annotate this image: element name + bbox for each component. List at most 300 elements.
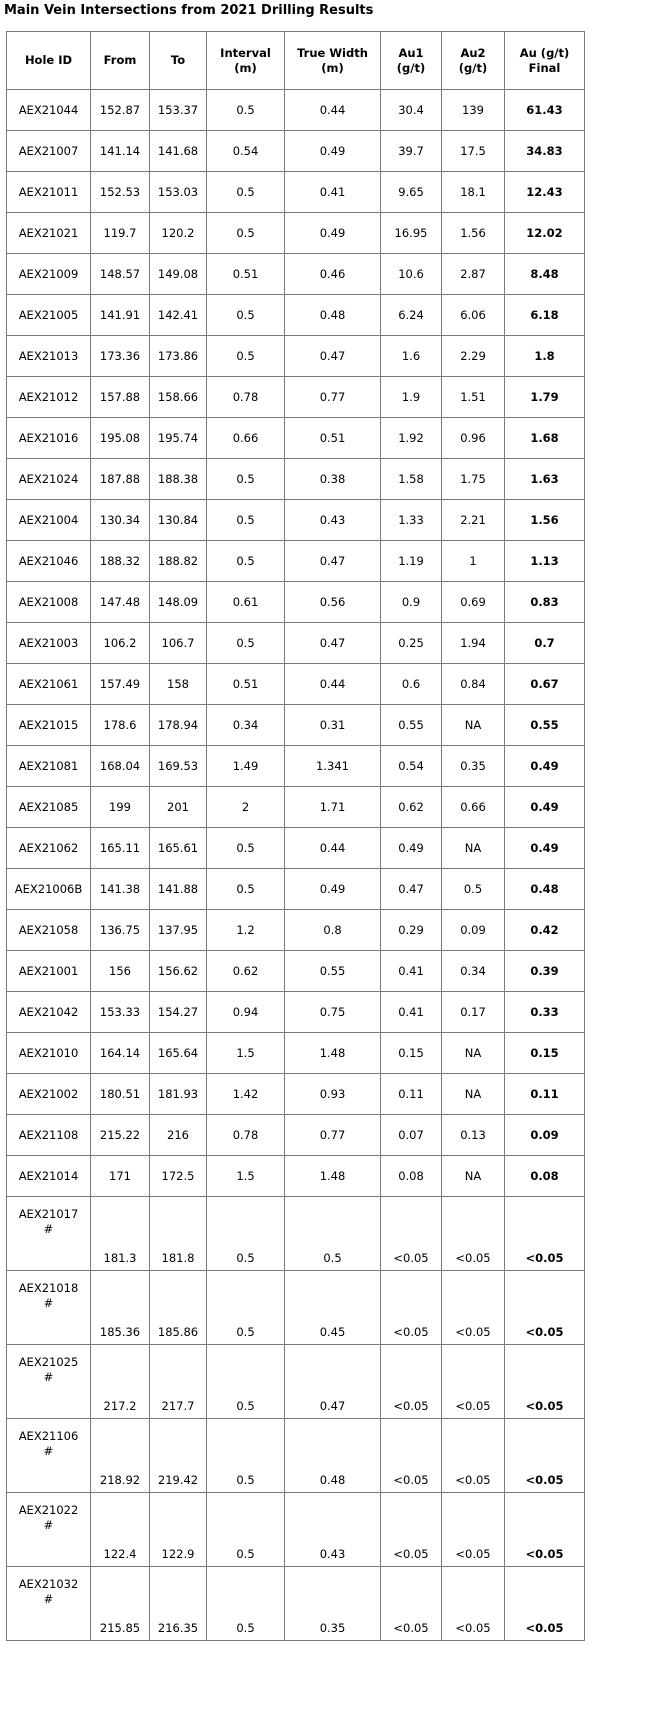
- cell-interval: [207, 1197, 285, 1271]
- cell-value: 0.8: [323, 923, 342, 937]
- cell-value: AEX21009: [18, 267, 79, 281]
- column-header-line: Au2: [460, 45, 486, 60]
- cell-hole: [7, 418, 91, 459]
- cell-value: 1: [469, 554, 477, 568]
- cell-final: [505, 541, 585, 582]
- cell-true-width: [285, 869, 381, 910]
- cell-value: <0.05: [455, 1251, 491, 1265]
- cell-au1: [381, 951, 442, 992]
- cell-value: <0.05: [525, 1399, 564, 1413]
- cell-hole: [7, 213, 91, 254]
- cell-to: [150, 869, 207, 910]
- cell-value: AEX21024: [18, 472, 79, 486]
- cell-value: 0.41: [398, 964, 424, 978]
- cell-value: 171: [109, 1169, 131, 1183]
- cell-au2: [442, 1493, 505, 1567]
- cell-au2: [442, 623, 505, 664]
- cell-value: 0.46: [319, 267, 346, 281]
- cell-value: 0.51: [232, 677, 259, 691]
- column-header: [7, 32, 91, 90]
- cell-hole: [7, 1197, 91, 1271]
- cell-value: AEX21044: [18, 103, 79, 117]
- cell-value: 0.15: [398, 1046, 424, 1060]
- cell-true-width: [285, 541, 381, 582]
- cell-final: [505, 1419, 585, 1493]
- cell-interval: [207, 1419, 285, 1493]
- cell-hole: [7, 828, 91, 869]
- cell-hole: [7, 1419, 91, 1493]
- cell-au2: [442, 90, 505, 131]
- cell-value: 120.2: [161, 226, 195, 240]
- cell-value: 153.33: [99, 1005, 141, 1019]
- cell-value: 178.94: [157, 718, 199, 732]
- cell-value: 130.34: [99, 513, 141, 527]
- cell-value: 0.77: [319, 1128, 346, 1142]
- cell-true-width: [285, 1567, 381, 1641]
- column-header: [285, 32, 381, 90]
- cell-value: 34.83: [526, 144, 563, 158]
- cell-value: 218.92: [99, 1473, 141, 1487]
- cell-value: 1.2: [236, 923, 255, 937]
- cell-value: 0.55: [530, 718, 559, 732]
- cell-au1: [381, 377, 442, 418]
- cell-value: AEX21012: [18, 390, 79, 404]
- column-header-line: Hole ID: [24, 53, 73, 67]
- cell-true-width: [285, 623, 381, 664]
- cell-value: 1.94: [460, 636, 486, 650]
- cell-value: 188.38: [157, 472, 199, 486]
- cell-value: 1.68: [530, 431, 559, 445]
- cell-value: 195.74: [157, 431, 199, 445]
- cell-true-width: [285, 992, 381, 1033]
- cell-value: 180.51: [99, 1087, 141, 1101]
- cell-value: 0.6: [401, 677, 421, 691]
- cell-true-width: [285, 377, 381, 418]
- cell-value: 1.19: [398, 554, 424, 568]
- drilling-results-table: [6, 31, 585, 1641]
- cell-final: [505, 500, 585, 541]
- cell-value: 17.5: [460, 144, 486, 158]
- cell-value: 0.48: [530, 882, 559, 896]
- cell-true-width: [285, 418, 381, 459]
- cell-value: 0.49: [319, 882, 346, 896]
- cell-from: [91, 336, 150, 377]
- cell-value: AEX21016: [18, 431, 79, 445]
- cell-value: 1.13: [530, 554, 559, 568]
- cell-value: 0.49: [530, 759, 559, 773]
- cell-value: 0.55: [398, 718, 424, 732]
- cell-value: AEX21061: [18, 677, 79, 691]
- cell-from: [91, 1197, 150, 1271]
- cell-value: 122.4: [103, 1547, 137, 1561]
- cell-value: 0.11: [398, 1087, 424, 1101]
- cell-to: [150, 582, 207, 623]
- cell-value: 0.47: [398, 882, 424, 896]
- cell-au2: [442, 541, 505, 582]
- cell-value: 141.88: [157, 882, 199, 896]
- cell-au1: [381, 500, 442, 541]
- cell-au2: [442, 910, 505, 951]
- cell-value: 153.37: [157, 103, 199, 117]
- cell-from: [91, 828, 150, 869]
- cell-final: [505, 1115, 585, 1156]
- cell-hole: [7, 869, 91, 910]
- cell-from: [91, 131, 150, 172]
- cell-interval: [207, 172, 285, 213]
- cell-value: 216: [167, 1128, 189, 1142]
- cell-value: 139: [462, 103, 484, 117]
- cell-au1: [381, 1345, 442, 1419]
- cell-value: 0.5: [236, 1621, 255, 1635]
- cell-au1: [381, 828, 442, 869]
- cell-au1: [381, 254, 442, 295]
- cell-au1: [381, 1115, 442, 1156]
- cell-value: AEX21025: [18, 1355, 79, 1369]
- table-row: [7, 459, 585, 500]
- cell-value: 1.6: [401, 349, 421, 363]
- cell-value: 0.5: [236, 1547, 255, 1561]
- cell-to: [150, 623, 207, 664]
- cell-to: [150, 664, 207, 705]
- cell-au1: [381, 746, 442, 787]
- cell-value: AEX21085: [18, 800, 79, 814]
- cell-value: 0.56: [319, 595, 346, 609]
- column-header-line: True Width: [297, 45, 368, 60]
- cell-from: [91, 1156, 150, 1197]
- cell-value: 0.5: [236, 308, 255, 322]
- cell-to: [150, 1115, 207, 1156]
- cell-value: 173.36: [99, 349, 141, 363]
- cell-value: 2: [241, 800, 250, 814]
- cell-final: [505, 787, 585, 828]
- cell-au1: [381, 582, 442, 623]
- cell-au2: [442, 828, 505, 869]
- cell-hole: [7, 992, 91, 1033]
- cell-value: 0.39: [530, 964, 559, 978]
- cell-au1: [381, 90, 442, 131]
- cell-value: 9.65: [398, 185, 424, 199]
- cell-interval: [207, 541, 285, 582]
- table-row: [7, 1115, 585, 1156]
- cell-true-width: [285, 90, 381, 131]
- cell-to: [150, 172, 207, 213]
- cell-value: AEX21106: [18, 1429, 79, 1443]
- cell-value: <0.05: [393, 1399, 429, 1413]
- table-row: [7, 377, 585, 418]
- cell-interval: [207, 705, 285, 746]
- cell-value: 0.47: [319, 636, 346, 650]
- cell-value: 0.5: [236, 1399, 255, 1413]
- cell-value: 0.49: [319, 226, 346, 240]
- cell-value: 0.5: [463, 882, 483, 896]
- cell-au2: [442, 131, 505, 172]
- cell-au1: [381, 459, 442, 500]
- cell-value: 0.5: [236, 882, 255, 896]
- column-header-line: To: [170, 53, 186, 67]
- cell-final: [505, 705, 585, 746]
- cell-value: AEX21005: [18, 308, 79, 322]
- cell-value: 0.66: [232, 431, 259, 445]
- cell-value: 0.44: [319, 841, 346, 855]
- cell-au1: [381, 705, 442, 746]
- cell-au1: [381, 1419, 442, 1493]
- cell-value: 0.51: [232, 267, 259, 281]
- cell-final: [505, 951, 585, 992]
- cell-value: 152.53: [99, 185, 141, 199]
- cell-au1: [381, 336, 442, 377]
- cell-value: AEX21032: [18, 1577, 79, 1591]
- cell-value: 0.55: [319, 964, 346, 978]
- cell-interval: [207, 623, 285, 664]
- cell-to: [150, 992, 207, 1033]
- cell-value: 0.17: [460, 1005, 486, 1019]
- cell-value: 0.94: [232, 1005, 259, 1019]
- cell-value: 0.5: [236, 841, 255, 855]
- cell-value: 0.93: [319, 1087, 346, 1101]
- cell-value: 1.56: [530, 513, 559, 527]
- cell-value: 1.48: [319, 1169, 346, 1183]
- cell-value: 185.36: [99, 1325, 141, 1339]
- cell-from: [91, 418, 150, 459]
- cell-au2: [442, 705, 505, 746]
- cell-au2: [442, 213, 505, 254]
- cell-value: 0.51: [319, 431, 346, 445]
- cell-value: 0.54: [398, 759, 424, 773]
- footnote-mark: #: [43, 1518, 54, 1532]
- cell-value: 181.8: [161, 1251, 195, 1265]
- table-row: [7, 1493, 585, 1567]
- column-header-line: (g/t): [396, 60, 426, 75]
- cell-from: [91, 1345, 150, 1419]
- footnote-mark: #: [43, 1370, 54, 1384]
- cell-value: 0.49: [530, 841, 559, 855]
- cell-true-width: [285, 500, 381, 541]
- cell-interval: [207, 582, 285, 623]
- cell-value: 185.86: [157, 1325, 199, 1339]
- cell-from: [91, 1493, 150, 1567]
- cell-final: [505, 828, 585, 869]
- cell-value: 157.88: [99, 390, 141, 404]
- cell-au1: [381, 213, 442, 254]
- cell-value: 157.49: [99, 677, 141, 691]
- cell-interval: [207, 951, 285, 992]
- cell-value: 217.7: [161, 1399, 195, 1413]
- cell-value: AEX21008: [18, 595, 79, 609]
- cell-au1: [381, 1033, 442, 1074]
- cell-value: <0.05: [455, 1325, 491, 1339]
- cell-to: [150, 377, 207, 418]
- cell-hole: [7, 1567, 91, 1641]
- cell-au2: [442, 992, 505, 1033]
- cell-au1: [381, 623, 442, 664]
- cell-to: [150, 1419, 207, 1493]
- cell-value: 0.69: [460, 595, 486, 609]
- table-row: [7, 254, 585, 295]
- cell-final: [505, 623, 585, 664]
- table-row: [7, 1271, 585, 1345]
- cell-to: [150, 910, 207, 951]
- cell-value: 0.5: [236, 349, 255, 363]
- footnote-mark: #: [43, 1444, 54, 1458]
- cell-true-width: [285, 295, 381, 336]
- cell-hole: [7, 787, 91, 828]
- cell-value: 61.43: [526, 103, 563, 117]
- cell-value: <0.05: [393, 1325, 429, 1339]
- cell-value: 169.53: [157, 759, 199, 773]
- cell-value: 154.27: [157, 1005, 199, 1019]
- cell-value: AEX21002: [18, 1087, 79, 1101]
- cell-interval: [207, 213, 285, 254]
- table-row: [7, 787, 585, 828]
- cell-value: 0.48: [319, 308, 346, 322]
- cell-hole: [7, 1074, 91, 1115]
- cell-hole: [7, 459, 91, 500]
- cell-value: 0.31: [319, 718, 346, 732]
- cell-value: <0.05: [393, 1547, 429, 1561]
- table-row: [7, 623, 585, 664]
- cell-value: 0.5: [236, 226, 255, 240]
- cell-value: 122.9: [161, 1547, 195, 1561]
- cell-final: [505, 869, 585, 910]
- cell-value: 0.5: [236, 103, 255, 117]
- cell-from: [91, 500, 150, 541]
- cell-true-width: [285, 1493, 381, 1567]
- footnote-mark: #: [43, 1592, 54, 1606]
- cell-value: 148.57: [99, 267, 141, 281]
- cell-interval: [207, 828, 285, 869]
- cell-au2: [442, 1271, 505, 1345]
- table-row: [7, 541, 585, 582]
- cell-au1: [381, 1271, 442, 1345]
- cell-true-width: [285, 1271, 381, 1345]
- cell-value: <0.05: [525, 1325, 564, 1339]
- cell-value: 216.35: [157, 1621, 199, 1635]
- cell-au1: [381, 992, 442, 1033]
- cell-value: AEX21004: [18, 513, 79, 527]
- cell-to: [150, 90, 207, 131]
- cell-value: <0.05: [393, 1621, 429, 1635]
- cell-to: [150, 459, 207, 500]
- cell-value: 181.93: [157, 1087, 199, 1101]
- cell-value: AEX21015: [18, 718, 79, 732]
- cell-from: [91, 90, 150, 131]
- cell-interval: [207, 992, 285, 1033]
- cell-value: 8.48: [530, 267, 559, 281]
- cell-value: 142.41: [157, 308, 199, 322]
- cell-value: 188.32: [99, 554, 141, 568]
- cell-au2: [442, 869, 505, 910]
- cell-value: 0.5: [236, 1325, 255, 1339]
- cell-true-width: [285, 336, 381, 377]
- cell-true-width: [285, 1197, 381, 1271]
- table-row: [7, 664, 585, 705]
- cell-value: <0.05: [525, 1547, 564, 1561]
- cell-value: 156: [109, 964, 131, 978]
- cell-value: 1.49: [232, 759, 259, 773]
- cell-value: 0.44: [319, 103, 346, 117]
- cell-from: [91, 377, 150, 418]
- cell-hole: [7, 377, 91, 418]
- cell-from: [91, 1567, 150, 1641]
- cell-au1: [381, 1567, 442, 1641]
- cell-interval: [207, 746, 285, 787]
- cell-value: AEX21006B: [14, 882, 83, 896]
- cell-from: [91, 213, 150, 254]
- cell-value: 0.62: [398, 800, 424, 814]
- cell-value: 0.08: [530, 1169, 559, 1183]
- cell-au1: [381, 172, 442, 213]
- cell-hole: [7, 541, 91, 582]
- cell-value: 215.85: [99, 1621, 141, 1635]
- column-header-line: Au (g/t): [519, 45, 570, 60]
- cell-value: 1.79: [530, 390, 559, 404]
- cell-final: [505, 336, 585, 377]
- cell-value: 195.08: [99, 431, 141, 445]
- cell-hole: [7, 254, 91, 295]
- cell-interval: [207, 1033, 285, 1074]
- cell-interval: [207, 1567, 285, 1641]
- cell-interval: [207, 295, 285, 336]
- cell-interval: [207, 1156, 285, 1197]
- table-row: [7, 418, 585, 459]
- cell-value: 0.38: [319, 472, 346, 486]
- cell-value: 165.61: [157, 841, 199, 855]
- table-row: [7, 705, 585, 746]
- table-row: [7, 1419, 585, 1493]
- cell-value: 0.5: [323, 1251, 342, 1265]
- cell-interval: [207, 910, 285, 951]
- cell-true-width: [285, 1345, 381, 1419]
- cell-value: 6.24: [398, 308, 424, 322]
- cell-value: 1.63: [530, 472, 559, 486]
- cell-value: 6.06: [460, 308, 486, 322]
- cell-value: 1.51: [460, 390, 486, 404]
- cell-value: 6.18: [530, 308, 559, 322]
- cell-value: AEX21108: [18, 1128, 79, 1142]
- table-row: [7, 500, 585, 541]
- cell-hole: [7, 746, 91, 787]
- cell-true-width: [285, 131, 381, 172]
- table-row: [7, 582, 585, 623]
- cell-final: [505, 910, 585, 951]
- cell-true-width: [285, 664, 381, 705]
- cell-value: 30.4: [398, 103, 424, 117]
- cell-final: [505, 1156, 585, 1197]
- column-header-line: Final: [528, 60, 561, 75]
- cell-value: 106.2: [103, 636, 137, 650]
- cell-from: [91, 951, 150, 992]
- cell-value: 201: [167, 800, 189, 814]
- cell-value: 0.47: [319, 1399, 346, 1413]
- cell-au2: [442, 951, 505, 992]
- cell-from: [91, 664, 150, 705]
- cell-from: [91, 1115, 150, 1156]
- cell-au1: [381, 1074, 442, 1115]
- cell-value: 0.61: [232, 595, 259, 609]
- cell-from: [91, 705, 150, 746]
- cell-value: AEX21046: [18, 554, 79, 568]
- cell-value: 0.49: [319, 144, 346, 158]
- table-row: [7, 1074, 585, 1115]
- cell-hole: [7, 295, 91, 336]
- cell-au2: [442, 1197, 505, 1271]
- cell-value: 217.2: [103, 1399, 137, 1413]
- cell-value: AEX21013: [18, 349, 79, 363]
- cell-au1: [381, 1493, 442, 1567]
- table-row: [7, 336, 585, 377]
- cell-value: 130.84: [157, 513, 199, 527]
- cell-interval: [207, 1493, 285, 1567]
